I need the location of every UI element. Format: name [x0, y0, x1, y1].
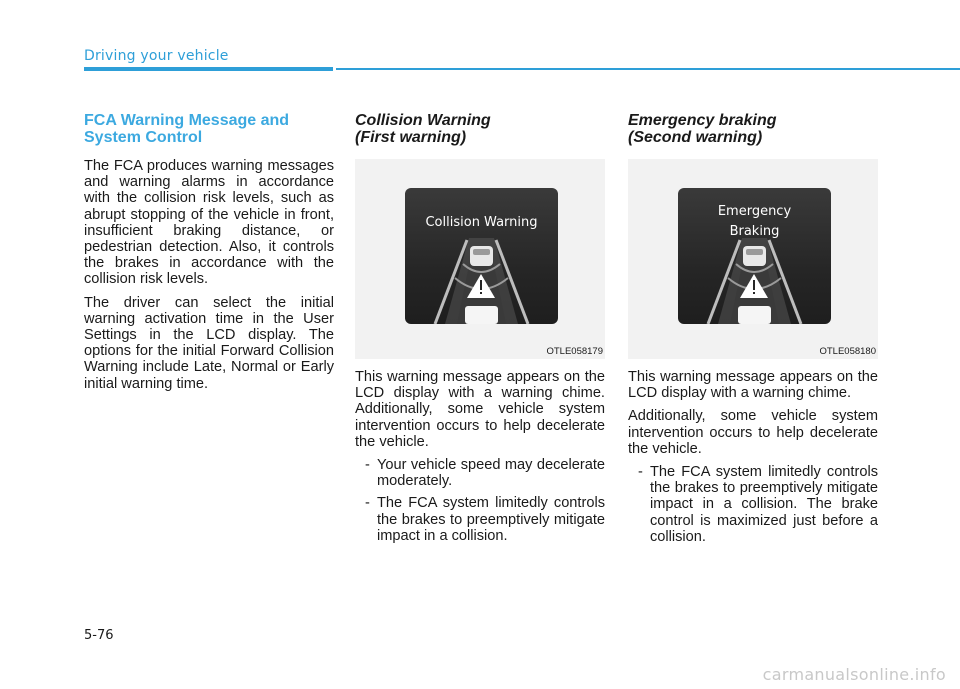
header-rule-thick	[84, 67, 333, 71]
list-item: - The FCA system limitedly controls the brakes to preemptively mitigate impact in a collision.	[365, 495, 605, 544]
collision-warning-heading	[355, 112, 605, 146]
lcd-braking-text: Braking	[729, 224, 780, 239]
collision-warning-paragraph: This warning message appears on the LCD display with a warning chime. Additionally, some vehicle system intervention occurs to help decelerate the vehicle.	[355, 369, 605, 450]
emergency-braking-figure	[628, 159, 878, 359]
list-item: - Your vehicle speed may decelerate moderately.	[365, 457, 605, 489]
lane-graphic-icon	[405, 188, 558, 324]
section-title: Driving your vehicle	[84, 48, 229, 64]
fca-heading: FCA Warning Message and System Control	[84, 112, 290, 146]
column-fca-message	[84, 112, 334, 399]
fca-paragraph-2: The driver can select the initial warning activation time in the User Settings in the LCD display. The options for the initial Forward Collision Warning include Late, Normal or Early initial warning time.	[84, 294, 334, 392]
watermark: carmanualsonline.info	[762, 665, 946, 684]
column-emergency-braking	[628, 112, 878, 551]
emergency-braking-list	[628, 464, 878, 545]
fca-paragraph-1: The FCA produces warning messages and warning alarms in accordance with the collision risk levels, such as abrupt stopping of the vehicle in front, insufficient braking distance, or pedestrian detection. Also, it controls the brakes in accordance with the collision risk levels.	[84, 158, 334, 288]
header-rule-thin	[336, 68, 960, 70]
lcd-display	[678, 188, 831, 324]
collision-warning-heading-line1: Collision Warning	[355, 112, 491, 129]
collision-warning-list	[355, 457, 605, 544]
emergency-braking-paragraph-1: This warning message appears on the LCD display with a warning chime.	[628, 369, 878, 402]
lcd-display	[405, 188, 558, 324]
column-collision-warning	[355, 112, 605, 550]
lcd-emergency-text: Emergency	[717, 204, 792, 219]
collision-warning-heading-line2: (First warning)	[355, 129, 467, 146]
emergency-braking-paragraph-2: Additionally, some vehicle system intervention occurs to help decelerate the vehicle.	[628, 408, 878, 457]
emergency-braking-heading	[628, 112, 878, 146]
figure-code: OTLE058179	[546, 346, 603, 357]
emergency-braking-heading-line2: (Second warning)	[628, 129, 763, 146]
emergency-braking-heading-line1: Emergency braking	[628, 112, 777, 129]
figure-code: OTLE058180	[819, 346, 876, 357]
lcd-collision-warning-text: Collision Warning	[425, 215, 538, 230]
list-item: - The FCA system limitedly controls the brakes to preemptively mitigate impact in a collision. The brake control is maximized just before a collision.	[638, 464, 878, 545]
collision-warning-figure	[355, 159, 605, 359]
page-number: 5-76	[84, 628, 114, 643]
